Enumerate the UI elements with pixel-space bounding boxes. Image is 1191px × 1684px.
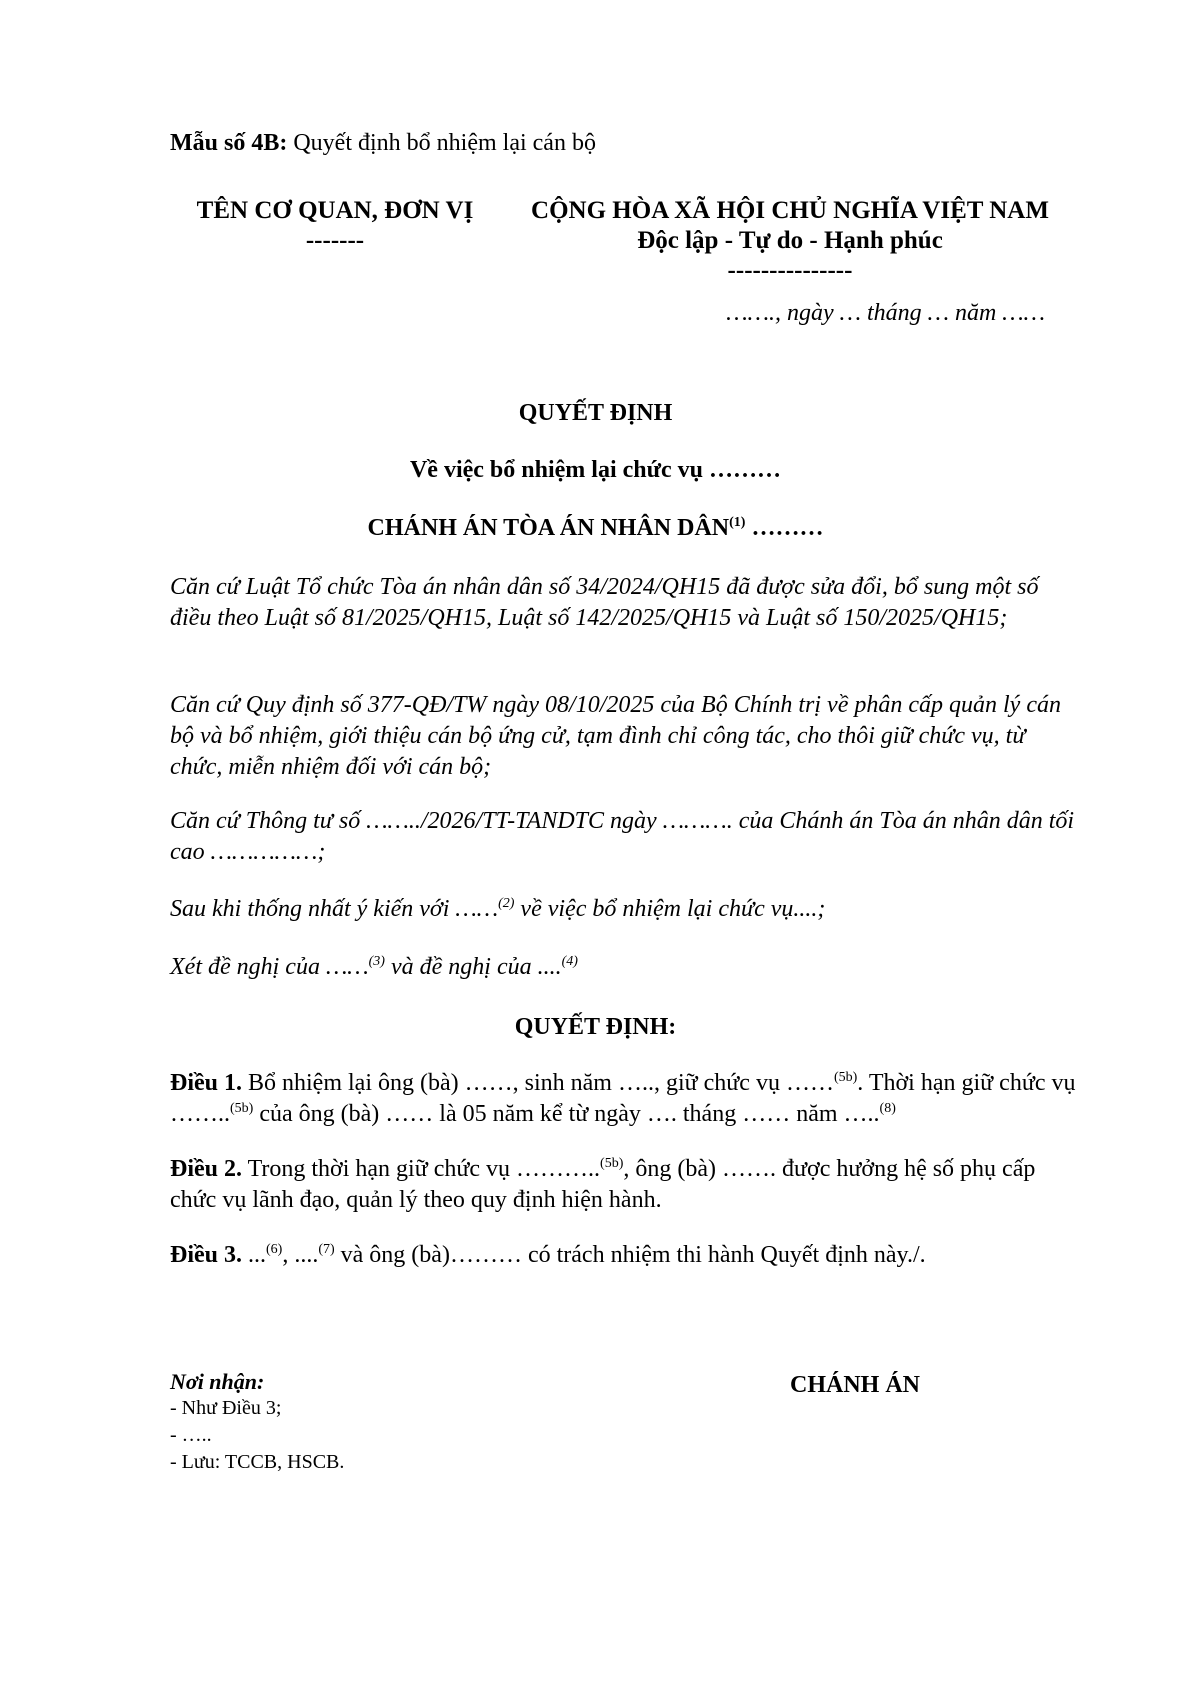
footnote-marker: (5b) <box>833 1070 858 1085</box>
footnote-marker: (8) <box>879 1101 896 1116</box>
national-motto: Độc lập - Tự do - Hạnh phúc <box>637 227 943 254</box>
article-2 <box>170 1154 1080 1216</box>
recipient-item: - Như Điều 3; <box>170 1397 282 1419</box>
footnote-marker: (4) <box>561 954 578 969</box>
consultation-basis <box>170 894 1080 925</box>
footnote-marker: (2) <box>498 896 515 911</box>
country-name: CỘNG HÒA XÃ HỘI CHỦ NGHĨA VIỆT NAM <box>531 197 1049 224</box>
footnote-marker: (7) <box>318 1242 335 1257</box>
article-label: Điều 2. <box>170 1156 242 1182</box>
legal-basis-3: Căn cứ Thông tư số ……../2026/TT-TANDTC ngày ………. của Chánh án Tòa án nhân dân tối cao ……………; <box>170 808 1075 865</box>
legal-basis-2: Căn cứ Quy định số 377-QĐ/TW ngày 08/10/2025 của Bộ Chính trị về phân cấp quản lý cán bộ và bổ nhiệm, giới thiệu cán bộ ứng cử, tạm đình chỉ công tác, cho thôi giữ chức vụ, từ chức, miễn nhiệm đối với cán bộ; <box>170 692 1061 780</box>
form-code: Mẫu số 4B: <box>170 130 288 156</box>
proposal-text-b: và đề nghị của .... <box>384 954 562 980</box>
agency-rule: ------- <box>305 227 365 254</box>
decision-heading: QUYẾT ĐỊNH: <box>514 1014 677 1040</box>
article-3 <box>170 1240 1080 1271</box>
proposal-text-a: Xét đề nghị của …… <box>170 954 369 980</box>
recipients-block <box>170 1368 344 1476</box>
recipients-title: Nơi nhận: <box>170 1369 265 1394</box>
recipient-item: - Lưu: TCCB, HSCB. <box>170 1451 345 1473</box>
article-text: và ông (bà)……… có trách nhiệm thi hành Quyết định này./. <box>334 1242 926 1268</box>
agency-name: TÊN CƠ QUAN, ĐƠN VỊ <box>196 197 474 224</box>
issuer-text: CHÁNH ÁN TÒA ÁN NHÂN DÂN <box>367 515 730 541</box>
proposal-basis <box>170 952 1080 983</box>
legal-basis-1: Căn cứ Luật Tổ chức Tòa án nhân dân số 34/2024/QH15 đã được sửa đổi, bổ sung một số điều theo Luật số 81/2025/QH15, Luật số 142/2025/QH15 và Luật số 150/2025/QH15; <box>170 574 1039 631</box>
document-title: QUYẾT ĐỊNH <box>518 400 673 426</box>
article-text: của ông (bà) …… là 05 năm kể từ ngày …. tháng …… năm ….. <box>253 1101 880 1127</box>
footnote-marker: (5b) <box>230 1101 254 1116</box>
document-subject: Về việc bổ nhiệm lại chức vụ ……… <box>409 457 782 483</box>
article-text: Trong thời hạn giữ chức vụ ……….. <box>242 1156 601 1182</box>
footnote-marker: (6) <box>266 1242 283 1257</box>
footnote-marker: (5b) <box>600 1156 624 1171</box>
article-label: Điều 1. <box>170 1070 242 1096</box>
issuer-tail: ……… <box>745 515 824 541</box>
article-text: Bổ nhiệm lại ông (bà) ……, sinh năm ….., giữ chức vụ …… <box>242 1070 834 1096</box>
consultation-text-b: về việc bổ nhiệm lại chức vụ....; <box>514 896 826 922</box>
agency-header <box>160 196 510 256</box>
recipient-item: - ….. <box>170 1424 212 1446</box>
article-text: , ông (bà) ……. được hưởng hệ số phụ cấp chức vụ lãnh đạo, quản lý theo quy định hiện hành. <box>170 1156 1036 1213</box>
motto-rule: --------------- <box>727 257 853 284</box>
national-header <box>500 196 1080 286</box>
form-description: Quyết định bổ nhiệm lại cán bộ <box>287 130 596 156</box>
form-label <box>170 128 596 159</box>
signer-title: CHÁNH ÁN <box>790 1372 920 1398</box>
issuing-authority <box>0 513 1191 544</box>
article-label: Điều 3. <box>170 1242 242 1268</box>
footnote-marker: (3) <box>368 954 385 969</box>
article-text: , .... <box>282 1242 319 1268</box>
date-line: ……., ngày … tháng … năm …… <box>726 300 1045 326</box>
footnote-marker: (1) <box>729 515 746 530</box>
article-text: . Thời hạn giữ chức vụ …….. <box>170 1070 1076 1127</box>
article-text: ... <box>242 1242 266 1268</box>
article-1 <box>170 1068 1080 1130</box>
consultation-text-a: Sau khi thống nhất ý kiến với …… <box>170 896 499 922</box>
